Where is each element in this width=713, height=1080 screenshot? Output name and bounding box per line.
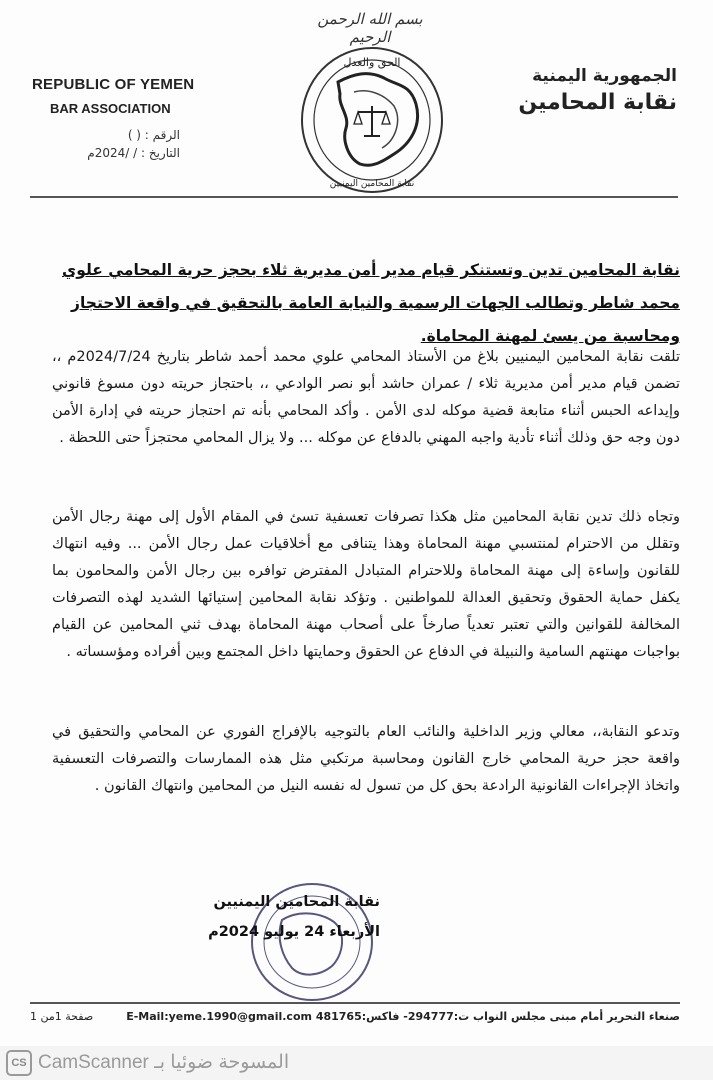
page-number: صفحة 1من 1 bbox=[30, 1010, 94, 1023]
body-paragraph-3: وتدعو النقابة،، معالي وزير الداخلية والنائب العام بالتوجيه بالإفراج الفوري عن المحامي والتحقيق في واقعة حجز حرية المحامي خارج القانون ومحاسبة مرتكبي مثل هذه الممارسات والتصرفات التعسفية واتخاذ الإجراءات القانونية الرادعة بحق كل من تسول له نفسه النيل من المحامين وانتهاك القانون . bbox=[52, 724, 680, 794]
footer-address: صنعاء التحرير أمام مبنى مجلس النواب ت:294777- فاكس:481765 E-Mail:yeme.1990@gmail.com bbox=[126, 1010, 680, 1023]
emblem-motto: الحق والعدل bbox=[343, 56, 401, 69]
header-divider bbox=[30, 196, 678, 198]
ref-date: التاريخ : / /2024م bbox=[87, 146, 180, 160]
ref-number: الرقم : ( ) bbox=[127, 128, 180, 142]
scanner-watermark bbox=[0, 1046, 713, 1080]
scales-icon bbox=[354, 106, 390, 136]
arabic-letterhead bbox=[518, 66, 677, 115]
statement-title: نقابة المحامين تدين وتستنكر قيام مدير أمن مديرية ثلاء بحجز حرية المحامي علوي محمد شاطر وتطالب الجهات الرسمية والنيابة العامة بالتحقيق في واقعة الاحتجاز ومحاسبة من يسئ لمهنة المحاماة. bbox=[62, 261, 680, 345]
scanner-caption: CamScanner المسوحة ضوئيا بـ bbox=[38, 1052, 290, 1073]
signature-date: الأربعاء 24 يوليو 2024م bbox=[208, 924, 380, 940]
emblem-name: نقابة المحامين اليمنيين bbox=[329, 179, 415, 189]
english-letterhead bbox=[32, 76, 194, 116]
ar-country: الجمهورية اليمنية bbox=[532, 66, 677, 86]
en-country: REPUBLIC OF YEMEN bbox=[32, 76, 195, 93]
camscanner-icon: CS bbox=[6, 1050, 32, 1076]
signature-organization: نقابة المحامين اليمنيين bbox=[213, 894, 380, 910]
reference-block bbox=[30, 126, 180, 162]
body-paragraph-1: تلقت نقابة المحامين اليمنيين بلاغ من الأستاذ المحامي علوي محمد أحمد شاطر بتاريخ 2024/7/24م ،، تضمن قيام مدير أمن مديرية ثلاء / عمران حاشد أبو نصر الوادعي ،، باحتجاز حريته دون مسوغ قانوني وإيداعه الحبس أثناء متابعة قضية موكله لدى الأمن . وأكد المحامي بأنه تم احتجاز حريته في إدارة الأمن دون وجه حق وذلك أثناء تأدية واجبه المهني بالدفاع عن موكله ... ولا يزال المحامي محتجزاً حتى اللحظة . bbox=[52, 349, 681, 446]
basmala: بسم الله الرحمن الرحيم bbox=[317, 10, 423, 46]
body-paragraph-2: وتجاه ذلك تدين نقابة المحامين مثل هكذا تصرفات تعسفية تسئ في المقام الأول إلى مهنة رجال الأمن وتقلل من الاحترام لمنتسبي مهنة المحاماة وهذا يتنافى مع أخلاقيات عمل رجال الأمن ... وفيه انتهاك للقانون وإساءة إلى مهنة المحاماة وللاحترام المتبادل المفترض توافره بين رجال الأمن والمحامون بما يكفل حماية الحقوق وتحقيق العدالة للمواطنين . وتؤكد نقابة المحامين إستيائها الشديد لهذه التصرفات المخالفة للقوانين والتي تعتبر تعدياً صارخاً على أصحاب مهنة المحاماة بهدف ثني المحامين عن القيام بواجبات مهنتهم السامية والنبيلة في الدفاع عن الحقوق وحمايتها داخل المجتمع وبين أفراده ومؤسساته . bbox=[52, 509, 680, 660]
footer bbox=[30, 1010, 680, 1030]
signature-block bbox=[150, 887, 380, 947]
bar-association-emblem bbox=[298, 44, 446, 194]
ar-organization: نقابة المحامين bbox=[518, 90, 677, 115]
footer-divider bbox=[30, 1002, 680, 1004]
en-organization: BAR ASSOCIATION bbox=[50, 101, 171, 116]
